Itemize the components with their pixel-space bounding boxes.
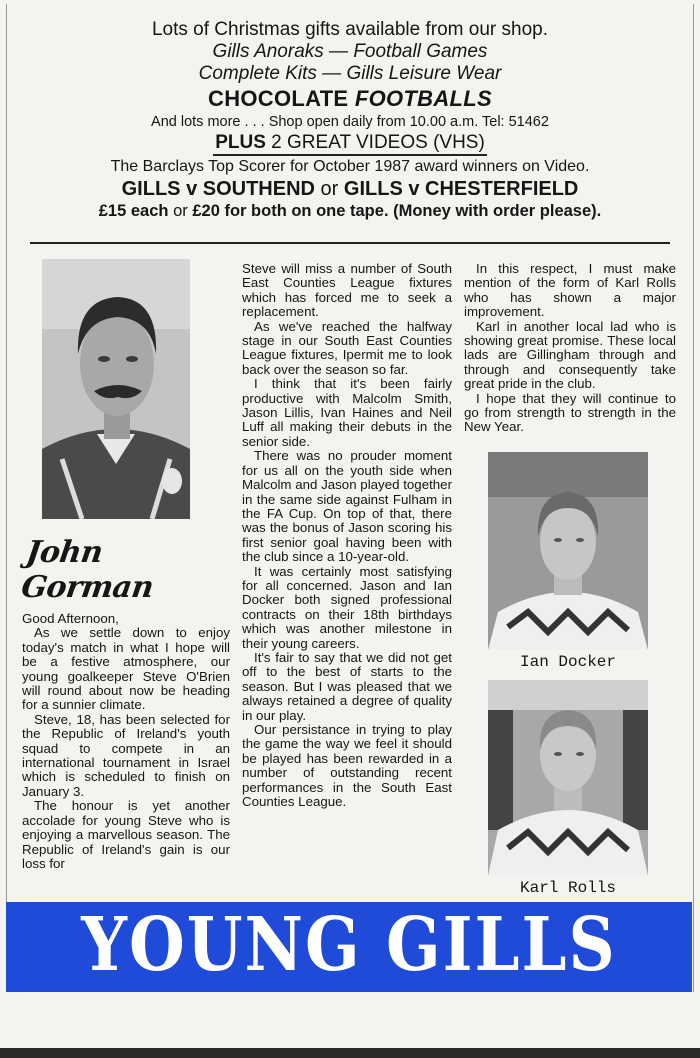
ad-price-or: or (173, 202, 188, 220)
article-paragraph: As we've reached the halfway stage in our South East Counties League fixtures, Ipermit me to look back over the season so far. (242, 318, 452, 377)
ad-matches (10, 177, 690, 201)
ad-footballs: FOOTBALLS (354, 86, 492, 111)
ad-plus-videos (213, 132, 487, 156)
article-column-3 (464, 262, 676, 435)
ad-line-anoraks: Gills Anoraks — Football Games (212, 41, 488, 62)
young-gills-banner (6, 902, 692, 992)
ad-headline: Lots of Christmas gifts available from our shop. (151, 19, 548, 40)
karl-rolls-caption: Karl Rolls (519, 879, 616, 897)
ad-price-both: £20 for both on one tape. (Money with order please). (192, 202, 602, 220)
ad-price (10, 201, 690, 222)
article-paragraph: I think that it's been fairly productive with Malcolm Smith, Jason Lillis, Ivan Haines and Neil Luff all making their debuts in the senior side. (242, 376, 452, 449)
ad-line-kits: Complete Kits — Gills Leisure Wear (198, 63, 502, 84)
banner-title: YOUNG GILLS (81, 902, 617, 989)
ad-shop-hours: And lots more . . . Shop open daily from 10.00 a.m. Tel: 51462 (151, 114, 549, 130)
article-paragraph: It was certainly most satisfying for all concerned. Jason and Ian Docker both signed professional contracts on their 18th birthdays which was another milestone in their young careers. (242, 563, 452, 651)
ian-docker-photo (488, 452, 648, 650)
article-column-1 (22, 612, 230, 871)
divider-rule (30, 242, 670, 244)
ad-barclays-line: The Barclays Top Scorer for October 1987 award winners on Video. (110, 158, 590, 175)
article-paragraph: It's fair to say that we did not get off to the best of starts to the season. But I was pleased that we always retained a degree of quality in our play. (242, 649, 452, 723)
ad-videos: 2 GREAT VIDEOS (VHS) (271, 132, 485, 153)
ad-price-each: £15 each (98, 202, 169, 220)
article-paragraph: The honour is yet another accolade for young Steve who is enjoying a marvellous season. The Republic of Ireland's gain is our loss for (22, 798, 230, 871)
article-paragraph: There was no prouder moment for us all on the youth side when Malcolm and Jason played together in the same side against Fulham in the FA Cup. On top of that, there was the bonus of Jason scoring his first senior goal having been with the club since a 10-year-old. (242, 448, 452, 565)
article-paragraph: Karl in another local lad who is showing great promise. These local lads are Gillingham through and through and consequently take great pride in the club. (464, 318, 676, 392)
article-paragraph: As we settle down to enjoy today's match in what I hope will be a festive atmosphere, our young goalkeeper Steve O'Brien will round about now be heading for a sunnier climate. (22, 625, 230, 713)
article-paragraph: Steve, 18, has been selected for the Republic of Ireland's youth squad to compete in an international tournament in Israel which is scheduled to finish on January 3. (22, 711, 230, 799)
bottom-edge (0, 1048, 700, 1058)
john-gorman-signature: John Gorman (19, 535, 156, 605)
john-gorman-photo (42, 259, 190, 519)
article-column-2 (242, 262, 452, 809)
ad-chocolate-footballs (10, 85, 690, 112)
article-paragraph: Steve will miss a number of South East Counties League fixtures which has forced me to seek a replacement. (242, 261, 452, 320)
article-paragraph: Our persistance in trying to play the game the way we feel it should be played has been rewarded in a number of outstanding recent performances in the South East Counties League. (242, 722, 452, 810)
article-paragraph: In this respect, I must make mention of the form of Karl Rolls who has shown a major improvement. (464, 261, 676, 320)
ian-docker-caption: Ian Docker (519, 653, 616, 671)
ad-match-or: or (320, 178, 339, 200)
ad-match-chesterfield: GILLS v CHESTERFIELD (343, 178, 579, 200)
karl-rolls-photo (488, 680, 648, 876)
ad-chocolate: CHOCOLATE (208, 86, 349, 111)
ad-plus: PLUS (215, 132, 266, 153)
article-paragraph: I hope that they will continue to go from strength to strength in the New Year. (464, 390, 676, 435)
article-paragraph: Good Afternoon, (22, 611, 119, 626)
shop-advert (10, 18, 690, 222)
ad-match-southend: GILLS v SOUTHEND (121, 178, 315, 200)
